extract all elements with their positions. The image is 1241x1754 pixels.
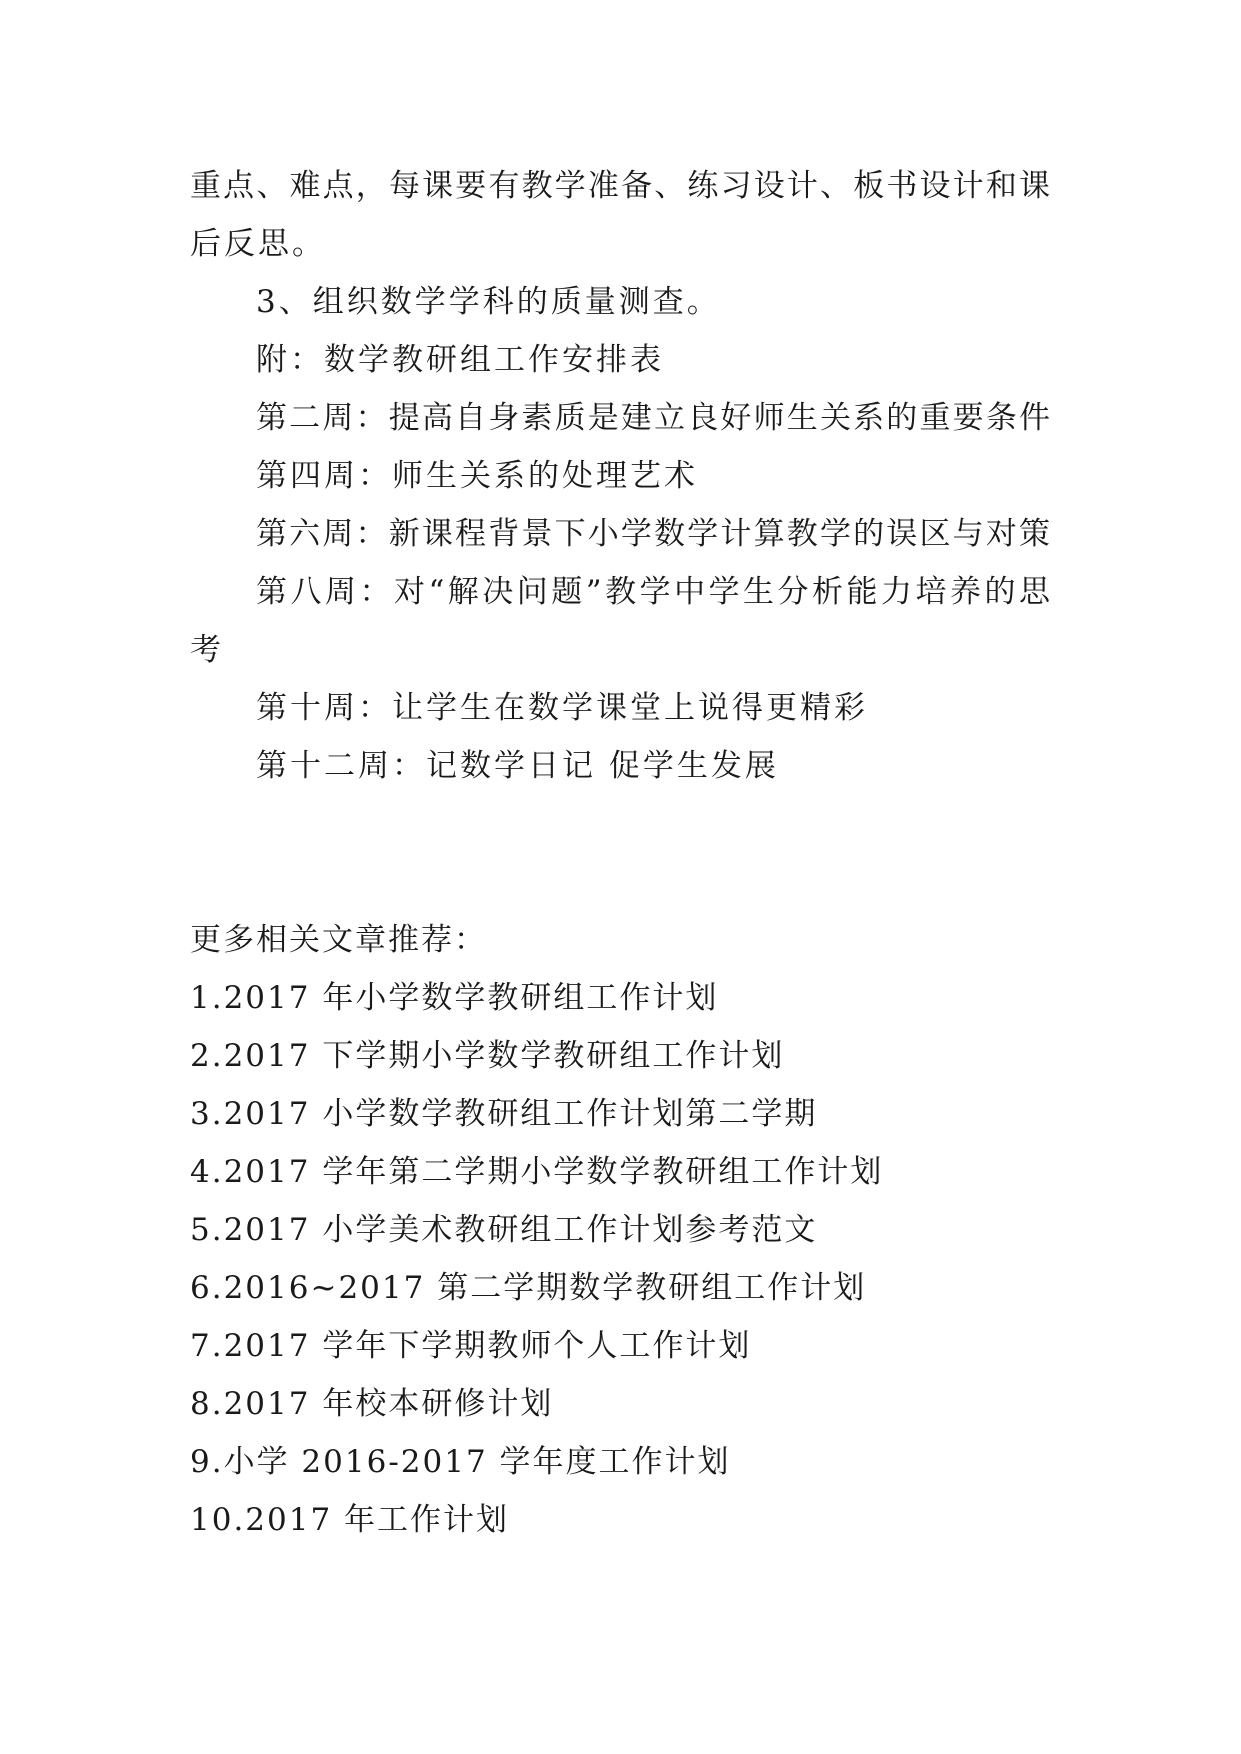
recommend-link-9[interactable]: 9.小学 2016-2017 学年度工作计划 (190, 1444, 731, 1480)
recommend-link-6[interactable]: 6.2016~2017 第二学期数学教研组工作计划 (190, 1270, 867, 1306)
recommend-link-2[interactable]: 2.2017 下学期小学数学教研组工作计划 (190, 1038, 785, 1074)
schedule-week-12: 第十二周：记数学日记 促学生发展 (256, 748, 779, 784)
body-line-1: 重点、难点，每课要有教学准备、练习设计、板书设计和课 (190, 168, 1050, 204)
schedule-week-8: 第八周：对“解决问题”教学中学生分析能力培养的思 (256, 574, 1050, 610)
schedule-title: 附：数学教研组工作安排表 (256, 342, 664, 378)
body-line-3: 3、组织数学学科的质量测查。 (256, 284, 721, 320)
body-line-2: 后反思。 (190, 226, 326, 262)
recommend-link-7[interactable]: 7.2017 学年下学期教师个人工作计划 (190, 1328, 752, 1364)
schedule-week-10: 第十周：让学生在数学课堂上说得更精彩 (256, 690, 868, 726)
recommend-link-1[interactable]: 1.2017 年小学数学教研组工作计划 (190, 980, 719, 1016)
recommend-link-10[interactable]: 10.2017 年工作计划 (190, 1502, 510, 1538)
schedule-week-4: 第四周：师生关系的处理艺术 (256, 458, 698, 494)
recommend-link-4[interactable]: 4.2017 学年第二学期小学数学教研组工作计划 (190, 1154, 884, 1190)
schedule-week-6: 第六周：新课程背景下小学数学计算教学的误区与对策 (256, 516, 1050, 552)
schedule-week-8-cont: 考 (190, 632, 224, 668)
recommend-link-3[interactable]: 3.2017 小学数学教研组工作计划第二学期 (190, 1096, 818, 1132)
schedule-week-2: 第二周：提高自身素质是建立良好师生关系的重要条件 (256, 400, 1050, 436)
recommend-link-8[interactable]: 8.2017 年校本研修计划 (190, 1386, 554, 1422)
recommend-heading: 更多相关文章推荐： (190, 922, 487, 958)
recommend-link-5[interactable]: 5.2017 小学美术教研组工作计划参考范文 (190, 1212, 818, 1248)
